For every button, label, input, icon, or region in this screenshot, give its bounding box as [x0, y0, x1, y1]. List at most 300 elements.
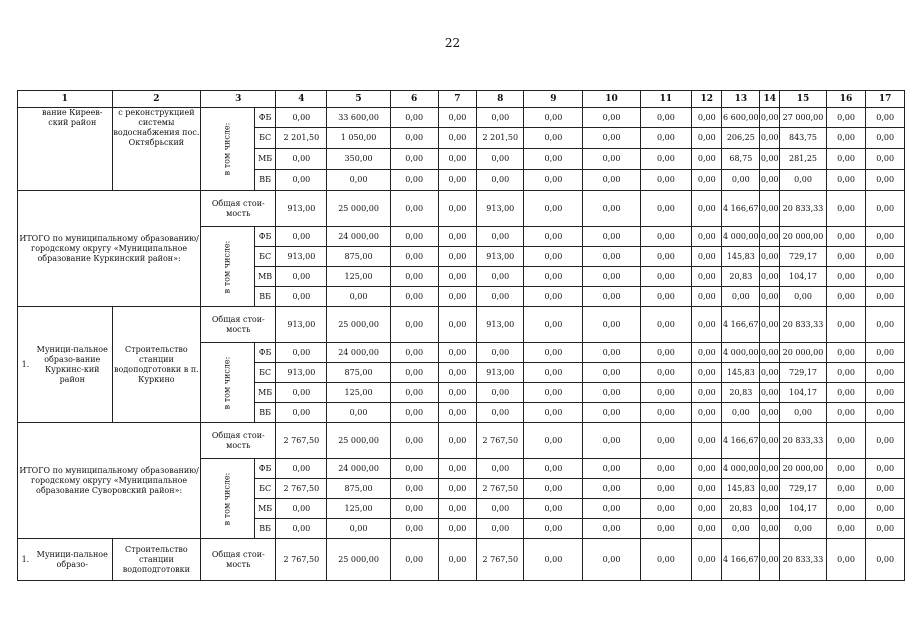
value-cell: 4 166,67	[722, 539, 760, 581]
value-cell: 0,00	[524, 287, 583, 307]
value-cell: 0,00	[390, 479, 438, 499]
value-cell: 0,00	[524, 343, 583, 363]
value-cell: 0,00	[640, 539, 692, 581]
value-cell: 0,00	[438, 287, 477, 307]
value-cell: 0,00	[640, 363, 692, 383]
value-cell: 0,00	[826, 343, 865, 363]
value-cell: 0,00	[722, 287, 760, 307]
value-cell: 0,00	[327, 403, 390, 423]
value-cell: 104,17	[780, 383, 827, 403]
value-cell: 4 000,00	[722, 227, 760, 247]
value-cell: 0,00	[640, 247, 692, 267]
value-cell: 0,00	[524, 383, 583, 403]
value-cell: 0,00	[524, 149, 583, 170]
value-cell: 0,00	[826, 307, 865, 343]
value-cell: 24 000,00	[327, 459, 390, 479]
value-cell: 0,00	[583, 383, 640, 403]
value-cell: 0,00	[692, 227, 722, 247]
value-cell: 0,00	[866, 343, 905, 363]
value-cell: 0,00	[692, 363, 722, 383]
value-cell: 0,00	[276, 383, 327, 403]
value-cell: 33 600,00	[327, 108, 390, 128]
source-label: МБ	[254, 149, 276, 170]
source-label: БС	[254, 363, 276, 383]
value-cell: 0,00	[583, 227, 640, 247]
value-cell: 0,00	[583, 423, 640, 459]
value-cell: 0,00	[692, 191, 722, 227]
value-cell: 0,00	[438, 227, 477, 247]
value-cell: 0,00	[640, 519, 692, 539]
value-cell: 0,00	[583, 287, 640, 307]
value-cell: 0,00	[524, 459, 583, 479]
value-cell: 0,00	[390, 423, 438, 459]
source-label: ФБ	[254, 108, 276, 128]
value-cell: 0,00	[327, 519, 390, 539]
value-cell: 0,00	[438, 403, 477, 423]
project-cell: с реконструкцией системы водоснабжения пос. Октябрьский	[112, 108, 201, 191]
value-cell: 913,00	[276, 191, 327, 227]
value-cell: 0,00	[640, 170, 692, 191]
value-cell: 2 767,50	[276, 539, 327, 581]
value-cell: 0,00	[826, 149, 865, 170]
value-cell: 125,00	[327, 267, 390, 287]
value-cell: 0,00	[438, 479, 477, 499]
value-cell: 0,00	[692, 287, 722, 307]
table-row	[18, 307, 905, 343]
value-cell: 0,00	[722, 403, 760, 423]
value-cell: 0,00	[760, 343, 780, 363]
value-cell: 145,83	[722, 363, 760, 383]
value-cell: 0,00	[692, 149, 722, 170]
value-cell: 0,00	[866, 403, 905, 423]
total-label: Общая стои-мость	[201, 307, 276, 343]
value-cell: 0,00	[583, 128, 640, 149]
value-cell: 0,00	[760, 128, 780, 149]
value-cell: 0,00	[583, 499, 640, 519]
value-cell: 0,00	[760, 479, 780, 499]
value-cell: 0,00	[276, 170, 327, 191]
value-cell: 20 833,33	[780, 191, 827, 227]
value-cell: 0,00	[826, 191, 865, 227]
value-cell: 0,00	[276, 343, 327, 363]
value-cell: 0,00	[583, 459, 640, 479]
value-cell: 0,00	[438, 170, 477, 191]
value-cell: 0,00	[524, 479, 583, 499]
value-cell: 0,00	[524, 108, 583, 128]
total-label: Общая стои-мость	[201, 191, 276, 227]
value-cell: 0,00	[760, 170, 780, 191]
value-cell: 913,00	[477, 307, 524, 343]
value-cell: 281,25	[780, 149, 827, 170]
value-cell: 20 000,00	[780, 343, 827, 363]
value-cell: 0,00	[760, 149, 780, 170]
value-cell: 0,00	[692, 519, 722, 539]
source-label: ВБ	[254, 403, 276, 423]
value-cell: 0,00	[826, 170, 865, 191]
value-cell: 0,00	[866, 191, 905, 227]
value-cell: 0,00	[390, 519, 438, 539]
value-cell: 0,00	[524, 267, 583, 287]
value-cell: 0,00	[760, 423, 780, 459]
value-cell: 0,00	[390, 307, 438, 343]
value-cell: 0,00	[760, 247, 780, 267]
value-cell: 20,83	[722, 267, 760, 287]
value-cell: 2 767,50	[477, 479, 524, 499]
value-cell: 0,00	[477, 459, 524, 479]
header-cell: 14	[760, 91, 780, 108]
value-cell: 0,00	[866, 227, 905, 247]
value-cell: 0,00	[438, 108, 477, 128]
value-cell: 0,00	[477, 383, 524, 403]
value-cell: 0,00	[390, 403, 438, 423]
value-cell: 0,00	[583, 108, 640, 128]
header-cell: 12	[692, 91, 722, 108]
value-cell: 4 000,00	[722, 343, 760, 363]
value-cell: 0,00	[692, 128, 722, 149]
value-cell: 0,00	[826, 459, 865, 479]
value-cell: 0,00	[477, 227, 524, 247]
value-cell: 729,17	[780, 479, 827, 499]
value-cell: 0,00	[438, 363, 477, 383]
value-cell: 0,00	[760, 307, 780, 343]
source-label: ФБ	[254, 459, 276, 479]
value-cell: 0,00	[390, 499, 438, 519]
value-cell: 0,00	[826, 519, 865, 539]
value-cell: 0,00	[760, 108, 780, 128]
value-cell: 0,00	[826, 287, 865, 307]
incl-label: в том числе:	[201, 343, 255, 423]
value-cell: 145,83	[722, 479, 760, 499]
value-cell: 0,00	[866, 247, 905, 267]
value-cell: 0,00	[826, 499, 865, 519]
value-cell: 0,00	[866, 459, 905, 479]
value-cell: 0,00	[826, 128, 865, 149]
value-cell: 4 166,67	[722, 423, 760, 459]
value-cell: 0,00	[438, 423, 477, 459]
value-cell: 0,00	[477, 499, 524, 519]
value-cell: 0,00	[390, 108, 438, 128]
financing-table	[17, 90, 905, 581]
value-cell: 0,00	[866, 479, 905, 499]
header-cell: 3	[201, 91, 276, 108]
value-cell: 875,00	[327, 363, 390, 383]
value-cell: 0,00	[826, 479, 865, 499]
value-cell: 0,00	[866, 128, 905, 149]
value-cell: 0,00	[692, 539, 722, 581]
value-cell: 0,00	[583, 519, 640, 539]
value-cell: 0,00	[780, 170, 827, 191]
value-cell: 0,00	[276, 227, 327, 247]
incl-label: в том числе:	[201, 108, 255, 191]
value-cell: 843,75	[780, 128, 827, 149]
value-cell: 24 000,00	[327, 343, 390, 363]
value-cell: 0,00	[826, 539, 865, 581]
value-cell: 0,00	[438, 149, 477, 170]
value-cell: 24 000,00	[327, 227, 390, 247]
value-cell: 0,00	[524, 519, 583, 539]
total-title: ИТОГО по муниципальному образованию/ городскому округу «Муниципальное образование Суворовский район»:	[18, 423, 201, 539]
value-cell: 0,00	[438, 191, 477, 227]
value-cell: 0,00	[583, 403, 640, 423]
value-cell: 0,00	[524, 363, 583, 383]
value-cell: 0,00	[327, 170, 390, 191]
value-cell: 0,00	[692, 343, 722, 363]
value-cell: 0,00	[438, 519, 477, 539]
value-cell: 25 000,00	[327, 307, 390, 343]
header-cell: 16	[826, 91, 865, 108]
value-cell: 0,00	[477, 267, 524, 287]
value-cell: 2 767,50	[477, 423, 524, 459]
source-label: ВБ	[254, 170, 276, 191]
value-cell: 0,00	[640, 403, 692, 423]
value-cell: 0,00	[640, 423, 692, 459]
value-cell: 0,00	[866, 423, 905, 459]
value-cell: 0,00	[640, 383, 692, 403]
value-cell: 0,00	[866, 539, 905, 581]
value-cell: 0,00	[438, 307, 477, 343]
value-cell: 0,00	[760, 403, 780, 423]
value-cell: 0,00	[524, 247, 583, 267]
source-label: БС	[254, 479, 276, 499]
table-row	[18, 423, 905, 459]
value-cell: 0,00	[826, 267, 865, 287]
value-cell: 0,00	[826, 108, 865, 128]
value-cell: 0,00	[692, 247, 722, 267]
value-cell: 0,00	[760, 227, 780, 247]
value-cell: 0,00	[640, 227, 692, 247]
value-cell: 0,00	[866, 267, 905, 287]
value-cell: 0,00	[640, 108, 692, 128]
value-cell: 0,00	[524, 307, 583, 343]
header-cell: 4	[276, 91, 327, 108]
value-cell: 25 000,00	[327, 191, 390, 227]
value-cell: 0,00	[866, 519, 905, 539]
total-title: ИТОГО по муниципальному образованию/ городскому округу «Муниципальное образование Куркинский район»:	[18, 191, 201, 307]
value-cell: 0,00	[390, 539, 438, 581]
value-cell: 0,00	[866, 108, 905, 128]
value-cell: 0,00	[692, 479, 722, 499]
value-cell: 0,00	[390, 287, 438, 307]
municipality-cell: Муници-пальное образо-	[33, 539, 112, 581]
value-cell: 0,00	[722, 170, 760, 191]
value-cell: 104,17	[780, 267, 827, 287]
value-cell: 350,00	[327, 149, 390, 170]
value-cell: 0,00	[780, 287, 827, 307]
header-cell: 9	[524, 91, 583, 108]
header-cell: 15	[780, 91, 827, 108]
value-cell: 913,00	[477, 363, 524, 383]
value-cell: 0,00	[760, 539, 780, 581]
value-cell: 0,00	[826, 403, 865, 423]
value-cell: 0,00	[760, 363, 780, 383]
value-cell: 2 767,50	[276, 423, 327, 459]
header-cell: 6	[390, 91, 438, 108]
value-cell: 0,00	[692, 383, 722, 403]
value-cell: 913,00	[276, 247, 327, 267]
source-label: МВ	[254, 267, 276, 287]
value-cell: 0,00	[524, 539, 583, 581]
value-cell: 2 767,50	[477, 539, 524, 581]
value-cell: 0,00	[477, 149, 524, 170]
value-cell: 0,00	[583, 170, 640, 191]
value-cell: 0,00	[583, 149, 640, 170]
value-cell: 4 166,67	[722, 307, 760, 343]
value-cell: 0,00	[583, 191, 640, 227]
value-cell: 0,00	[640, 459, 692, 479]
value-cell: 0,00	[438, 343, 477, 363]
value-cell: 913,00	[477, 191, 524, 227]
value-cell: 0,00	[438, 383, 477, 403]
value-cell: 0,00	[866, 499, 905, 519]
value-cell: 0,00	[390, 170, 438, 191]
value-cell: 0,00	[866, 170, 905, 191]
value-cell: 0,00	[760, 499, 780, 519]
value-cell: 0,00	[692, 459, 722, 479]
value-cell: 0,00	[583, 343, 640, 363]
value-cell: 0,00	[524, 403, 583, 423]
value-cell: 2 767,50	[276, 479, 327, 499]
value-cell: 0,00	[640, 149, 692, 170]
value-cell: 0,00	[276, 459, 327, 479]
value-cell: 0,00	[390, 149, 438, 170]
value-cell: 68,75	[722, 149, 760, 170]
header-cell: 8	[477, 91, 524, 108]
value-cell: 0,00	[692, 403, 722, 423]
value-cell: 0,00	[760, 191, 780, 227]
header-cell: 17	[866, 91, 905, 108]
value-cell: 25 000,00	[327, 539, 390, 581]
value-cell: 20,83	[722, 383, 760, 403]
value-cell: 0,00	[583, 363, 640, 383]
value-cell: 4 166,67	[722, 191, 760, 227]
value-cell: 0,00	[826, 247, 865, 267]
value-cell: 20 833,33	[780, 307, 827, 343]
value-cell: 0,00	[524, 423, 583, 459]
value-cell: 0,00	[438, 539, 477, 581]
value-cell: 0,00	[438, 499, 477, 519]
page-number: 22	[444, 36, 461, 50]
value-cell: 0,00	[524, 170, 583, 191]
value-cell: 0,00	[276, 403, 327, 423]
source-label: МБ	[254, 499, 276, 519]
value-cell: 0,00	[760, 459, 780, 479]
value-cell: 0,00	[640, 287, 692, 307]
value-cell: 20 000,00	[780, 227, 827, 247]
value-cell: 0,00	[722, 519, 760, 539]
value-cell: 206,25	[722, 128, 760, 149]
source-label: ФБ	[254, 227, 276, 247]
value-cell: 0,00	[276, 519, 327, 539]
value-cell: 0,00	[438, 267, 477, 287]
table-row	[18, 539, 905, 581]
value-cell: 0,00	[640, 499, 692, 519]
header-cell: 2	[112, 91, 201, 108]
value-cell: 0,00	[276, 149, 327, 170]
incl-label: в том числе:	[201, 227, 255, 307]
header-cell: 13	[722, 91, 760, 108]
value-cell: 0,00	[760, 267, 780, 287]
value-cell: 0,00	[780, 403, 827, 423]
value-cell: 0,00	[583, 539, 640, 581]
header-row	[18, 91, 905, 108]
value-cell: 0,00	[692, 267, 722, 287]
value-cell: 0,00	[640, 191, 692, 227]
value-cell: 1 050,00	[327, 128, 390, 149]
value-cell: 0,00	[390, 383, 438, 403]
incl-label: в том числе:	[201, 459, 255, 539]
project-cell: Строительство станции водоподготовки	[112, 539, 201, 581]
value-cell: 0,00	[524, 128, 583, 149]
header-cell: 1	[18, 91, 113, 108]
value-cell: 20 000,00	[780, 459, 827, 479]
value-cell: 913,00	[276, 307, 327, 343]
value-cell: 20 833,33	[780, 423, 827, 459]
value-cell: 27 000,00	[780, 108, 827, 128]
value-cell: 0,00	[390, 459, 438, 479]
value-cell: 0,00	[640, 307, 692, 343]
value-cell: 0,00	[692, 108, 722, 128]
value-cell: 0,00	[583, 307, 640, 343]
value-cell: 0,00	[826, 423, 865, 459]
value-cell: 0,00	[390, 247, 438, 267]
municipality-cell: вание Киреев-ский район	[33, 108, 112, 191]
value-cell: 0,00	[477, 403, 524, 423]
value-cell: 0,00	[477, 108, 524, 128]
value-cell: 913,00	[477, 247, 524, 267]
value-cell: 0,00	[477, 170, 524, 191]
source-label: ФБ	[254, 343, 276, 363]
source-label: БС	[254, 247, 276, 267]
value-cell: 0,00	[390, 191, 438, 227]
value-cell: 875,00	[327, 479, 390, 499]
value-cell: 0,00	[524, 499, 583, 519]
source-label: ВБ	[254, 519, 276, 539]
total-label: Общая стои-мость	[201, 423, 276, 459]
value-cell: 0,00	[390, 267, 438, 287]
value-cell: 0,00	[583, 479, 640, 499]
source-label: БС	[254, 128, 276, 149]
value-cell: 0,00	[438, 128, 477, 149]
value-cell: 145,83	[722, 247, 760, 267]
source-label: ВБ	[254, 287, 276, 307]
value-cell: 0,00	[640, 267, 692, 287]
value-cell: 125,00	[327, 499, 390, 519]
value-cell: 0,00	[640, 479, 692, 499]
value-cell: 2 201,50	[477, 128, 524, 149]
value-cell: 0,00	[276, 287, 327, 307]
value-cell: 0,00	[390, 343, 438, 363]
value-cell: 2 201,50	[276, 128, 327, 149]
value-cell: 0,00	[438, 459, 477, 479]
value-cell: 729,17	[780, 363, 827, 383]
value-cell: 0,00	[692, 307, 722, 343]
value-cell: 20,83	[722, 499, 760, 519]
value-cell: 0,00	[866, 383, 905, 403]
value-cell: 0,00	[477, 519, 524, 539]
value-cell: 4 000,00	[722, 459, 760, 479]
value-cell: 0,00	[583, 267, 640, 287]
row-number: 1.	[18, 539, 33, 581]
value-cell: 0,00	[826, 383, 865, 403]
value-cell: 125,00	[327, 383, 390, 403]
value-cell: 0,00	[780, 519, 827, 539]
header-cell: 10	[583, 91, 640, 108]
value-cell: 0,00	[640, 128, 692, 149]
value-cell: 0,00	[692, 423, 722, 459]
value-cell: 875,00	[327, 247, 390, 267]
table-row	[18, 108, 905, 128]
row-number	[18, 108, 33, 191]
